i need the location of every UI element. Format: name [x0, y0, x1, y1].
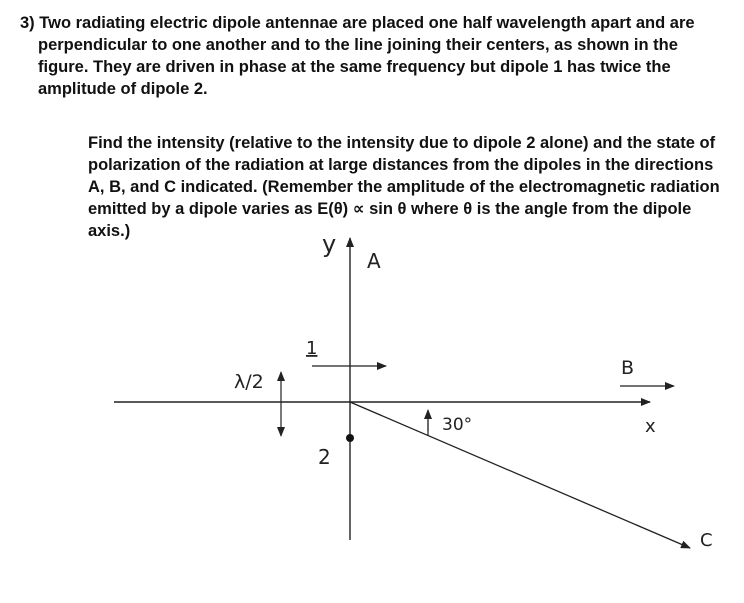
y-axis-label: y	[322, 230, 337, 258]
problem-number: 3)	[20, 14, 35, 32]
x-axis-label: x	[645, 416, 656, 437]
dipole-2-dot	[346, 434, 354, 442]
direction-a-label: A	[367, 249, 381, 273]
separation-label: λ/2	[234, 371, 264, 393]
angle-label: 30°	[442, 415, 473, 435]
dipole-1-label: 1	[306, 338, 318, 359]
direction-c-label: C	[700, 530, 713, 551]
direction-b-label: B	[621, 357, 635, 379]
dipole-2-label: 2	[318, 445, 331, 469]
problem-instructions: Find the intensity (relative to the intensity due to dipole 2 alone) and the state of polarization of the radiation at large distances from the dipoles in the directions A, B, and C indicated. (Remember the amplitude of the electromagnetic radiation emitted by a dipole varies as E(θ) ∝ sin θ where θ is the angle from the dipole axis.)	[88, 134, 720, 240]
problem-body: Two radiating electric dipole antennae are placed one half wavelength apart and are perpendicular to one another and to the line joining their centers, as shown in the figure. They are driven in phase at the same frequency but dipole 1 has twice the amplitude of dipole 2.	[38, 14, 695, 98]
direction-c-line	[350, 402, 690, 548]
